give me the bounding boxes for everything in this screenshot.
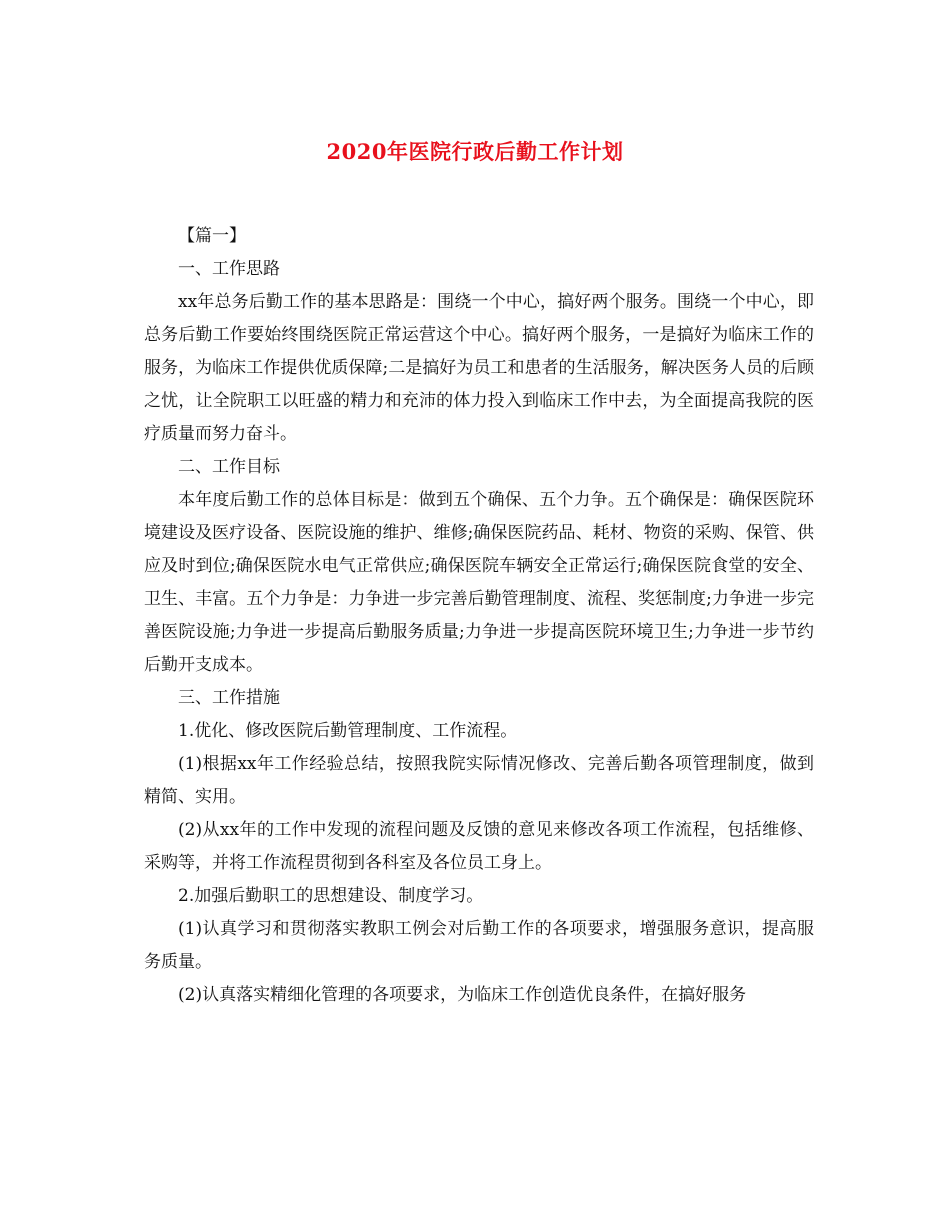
measure-item-1: 1.优化、修改医院后勤管理制度、工作流程。 [178, 721, 518, 741]
paragraph-work-approach: xx年总务后勤工作的基本思路是：围绕一个中心，搞好两个服务。围绕一个中心，即总务后勤工作要始终围绕医院正常运营这个中心。搞好两个服务，一是搞好为临床工作的服务，为临床工作提供优质保障;二是搞好为员工和患者的生活服务，解决医务人员的后顾之忧，让全院职工以旺盛的精力和充沛的体力投入到临床工作中去，为全面提高我院的医疗质量而努力奋斗。 [144, 292, 814, 444]
measure-item-2: 2.加强后勤职工的思想建设、制度学习。 [178, 886, 484, 906]
heading-work-approach: 一、工作思路 [178, 259, 280, 279]
document-body [144, 220, 814, 1012]
section-label: 【篇一】 [178, 226, 246, 246]
measure-subitem-1-2: (2)从xx年的工作中发现的流程问题及反馈的意见来修改各项工作流程，包括维修、采购等，并将工作流程贯彻到各科室及各位员工身上。 [144, 820, 814, 873]
measure-subitem-2-1: (1)认真学习和贯彻落实教职工例会对后勤工作的各项要求，增强服务意识，提高服务质量。 [144, 919, 814, 972]
document-title: 2020年医院行政后勤工作计划 [326, 139, 624, 164]
measure-subitem-2-2: (2)认真落实精细化管理的各项要求，为临床工作创造优良条件，在搞好服务 [178, 985, 747, 1005]
heading-work-goals: 二、工作目标 [178, 457, 280, 477]
measure-subitem-1-1: (1)根据xx年工作经验总结，按照我院实际情况修改、完善后勤各项管理制度，做到精简、实用。 [144, 754, 814, 807]
heading-work-measures: 三、工作措施 [178, 688, 280, 708]
paragraph-work-goals: 本年度后勤工作的总体目标是：做到五个确保、五个力争。五个确保是：确保医院环境建设及医疗设备、医院设施的维护、维修;确保医院药品、耗材、物资的采购、保管、供应及时到位;确保医院水电气正常供应;确保医院车辆安全正常运行;确保医院食堂的安全、卫生、丰富。五个力争是：力争进一步完善后勤管理制度、流程、奖惩制度;力争进一步完善医院设施;力争进一步提高后勤服务质量;力争进一步提高医院环境卫生;力争进一步节约后勤开支成本。 [144, 490, 814, 675]
